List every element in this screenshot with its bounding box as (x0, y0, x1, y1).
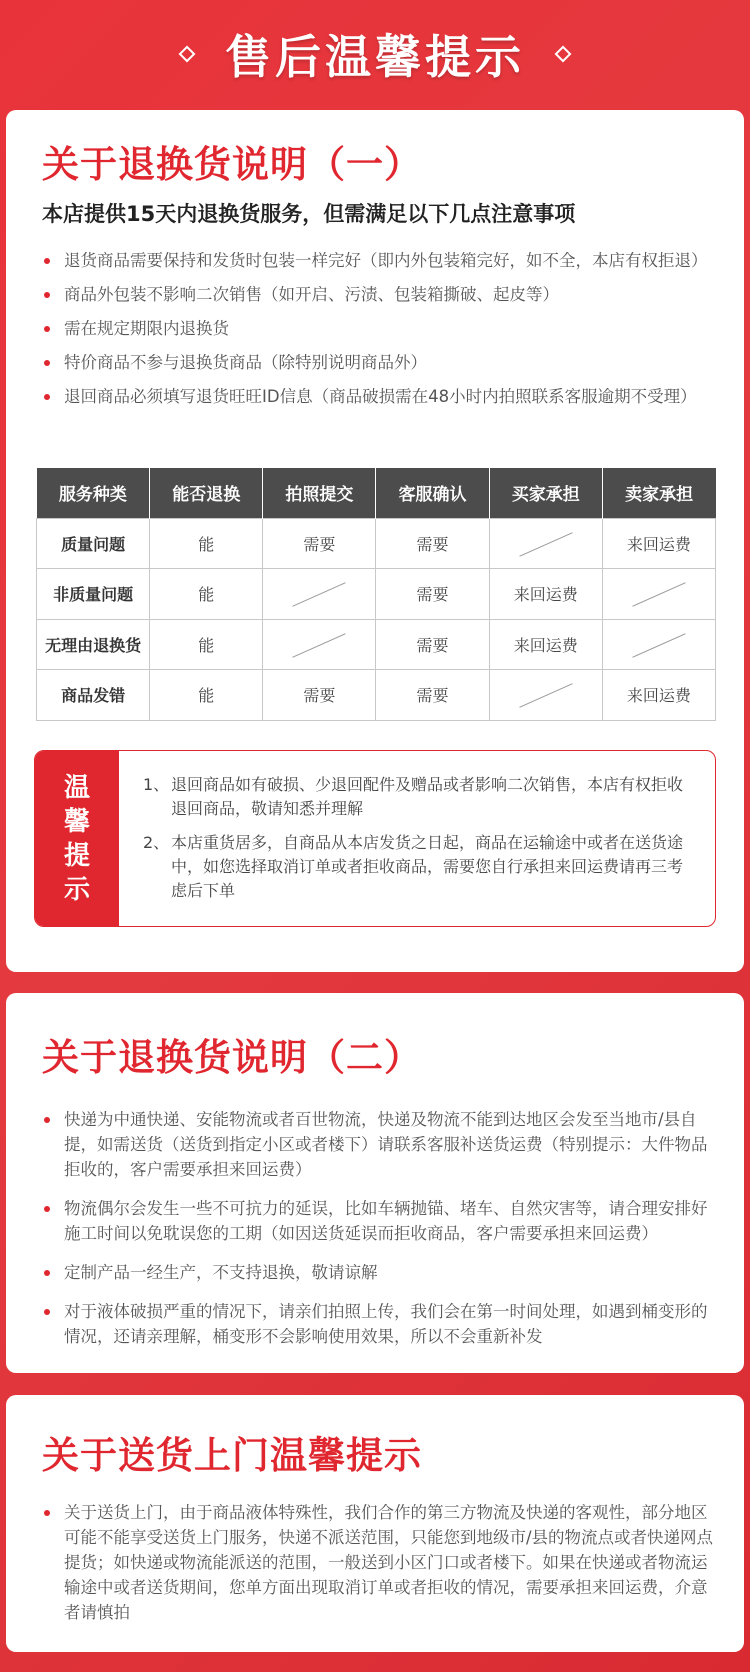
tip-text: 本店重货居多，自商品从本店发货之日起，商品在运输途中或者在送货途中，如您选择取消订单或者拒收商品，需要您自行承担来回运费请再三考虑后下单 (171, 833, 684, 900)
tip-text: 退回商品如有破损、少退回配件及赠品或者影响二次销售，本店有权拒收退回商品，敬请知悉并理解 (171, 775, 684, 818)
section-title: 关于送货上门温馨提示 (42, 1434, 422, 1477)
list-item: 需在规定期限内退换货 (42, 316, 720, 341)
tip-number: 1、 (143, 775, 170, 794)
slash-mark (632, 633, 685, 658)
delivery-tips-card (6, 1395, 744, 1652)
list-item: 退货商品需要保持和发货时包装一样完好（即内外包装箱完好，如不全，本店有权拒退） (42, 248, 720, 273)
warm-tips-label (35, 751, 119, 926)
not-applicable-cell (263, 619, 376, 670)
tip-label-char: 温 (63, 772, 90, 803)
slash-mark (632, 582, 685, 607)
section-title: 关于退换货说明（二） (42, 1036, 422, 1079)
notice-list (42, 248, 720, 418)
list-item (143, 773, 697, 821)
table-cell: 能 (150, 569, 263, 620)
table-header-row (37, 468, 716, 518)
tip-label-char: 示 (63, 874, 90, 905)
table-cell: 来回运费 (602, 518, 715, 569)
table-cell: 来回运费 (489, 569, 602, 620)
table-cell: 非质量问题 (37, 569, 150, 620)
table-cell: 来回运费 (489, 619, 602, 670)
table-cell: 需要 (376, 569, 489, 620)
table-cell: 能 (150, 619, 263, 670)
table-header-cell: 客服确认 (376, 468, 489, 518)
table-header-cell: 服务种类 (37, 468, 150, 518)
table-header-cell: 拍照提交 (263, 468, 376, 518)
list-item: 快递为中通快递、安能物流或者百世物流，快递及物流不能到达地区会发至当地市/县自提，如需送货（送货到指定小区或者楼下）请联系客服补送货运费（特别提示：大件物品拒收的，客户需要承担来回运费） (42, 1107, 720, 1182)
table-row (37, 670, 716, 721)
table-cell: 需要 (263, 518, 376, 569)
table-header-cell: 能否退换 (150, 468, 263, 518)
table-row (37, 569, 716, 620)
table-row (37, 619, 716, 670)
not-applicable-cell (263, 569, 376, 620)
not-applicable-cell (602, 569, 715, 620)
table-cell: 质量问题 (37, 518, 150, 569)
list-item: 对于液体破损严重的情况下，请亲们拍照上传，我们会在第一时间处理，如遇到桶变形的情况，还请亲理解，桶变形不会影响使用效果，所以不会重新补发 (42, 1299, 720, 1349)
list-item: 退回商品必须填写退货旺旺ID信息（商品破损需在48小时内拍照联系客服逾期不受理） (42, 384, 720, 409)
table-header-cell: 卖家承担 (602, 468, 715, 518)
table-header-cell: 买家承担 (489, 468, 602, 518)
table-cell: 无理由退换货 (37, 619, 150, 670)
slash-mark (519, 683, 572, 708)
list-item: 关于送货上门，由于商品液体特殊性，我们合作的第三方物流及快递的客观性，部分地区可能不能享受送货上门服务，快递不派送范围，只能您到地级市/县的物流点或者快递网点提货；如快递或物流能派送的范围，一般送到小区门口或者楼下。如果在快递或者物流运输途中或者送货期间，您单方面出现取消订单或者拒收的情况，需要承担来回运费，介意者请慎拍 (42, 1500, 720, 1625)
page-header (0, 0, 750, 108)
slash-mark (293, 633, 346, 658)
list-item: 商品外包装不影响二次销售（如开启、污渍、包装箱撕破、起皮等） (42, 282, 720, 307)
not-applicable-cell (602, 619, 715, 670)
slash-mark (519, 532, 572, 557)
return-exchange-card-1 (6, 110, 744, 972)
page-title: 售后温馨提示 (225, 30, 525, 84)
table-cell: 能 (150, 670, 263, 721)
table-row (37, 518, 716, 569)
table-cell: 需要 (376, 619, 489, 670)
not-applicable-cell (489, 670, 602, 721)
slash-mark (293, 582, 346, 607)
notice-list (42, 1500, 720, 1639)
list-item: 定制产品一经生产，不支持退换，敬请谅解 (42, 1260, 720, 1285)
table-cell: 能 (150, 518, 263, 569)
return-exchange-card-2 (6, 993, 744, 1373)
tip-number: 2、 (143, 833, 170, 852)
list-item (143, 831, 697, 903)
tips-list (143, 773, 697, 913)
table-cell: 需要 (263, 670, 376, 721)
tip-label-char: 提 (63, 840, 90, 871)
section-title: 关于退换货说明（一） (42, 143, 422, 186)
table-cell: 需要 (376, 670, 489, 721)
table-cell: 需要 (376, 518, 489, 569)
diamond-icon (179, 46, 196, 63)
table-cell: 来回运费 (602, 670, 715, 721)
service-table (36, 468, 716, 721)
section-subtitle: 本店提供15天内退换货服务，但需满足以下几点注意事项 (42, 202, 576, 226)
list-item: 物流偶尔会发生一些不可抗力的延误，比如车辆抛锚、堵车、自然灾害等，请合理安排好施工时间以免耽误您的工期（如因送货延误而拒收商品，客户需要承担来回运费） (42, 1196, 720, 1246)
list-item: 特价商品不参与退换货商品（除特别说明商品外） (42, 350, 720, 375)
notice-list (42, 1107, 720, 1363)
tip-label-char: 馨 (63, 806, 90, 837)
table-cell: 商品发错 (37, 670, 150, 721)
not-applicable-cell (489, 518, 602, 569)
warm-tips-box (34, 750, 716, 927)
diamond-icon (555, 46, 572, 63)
